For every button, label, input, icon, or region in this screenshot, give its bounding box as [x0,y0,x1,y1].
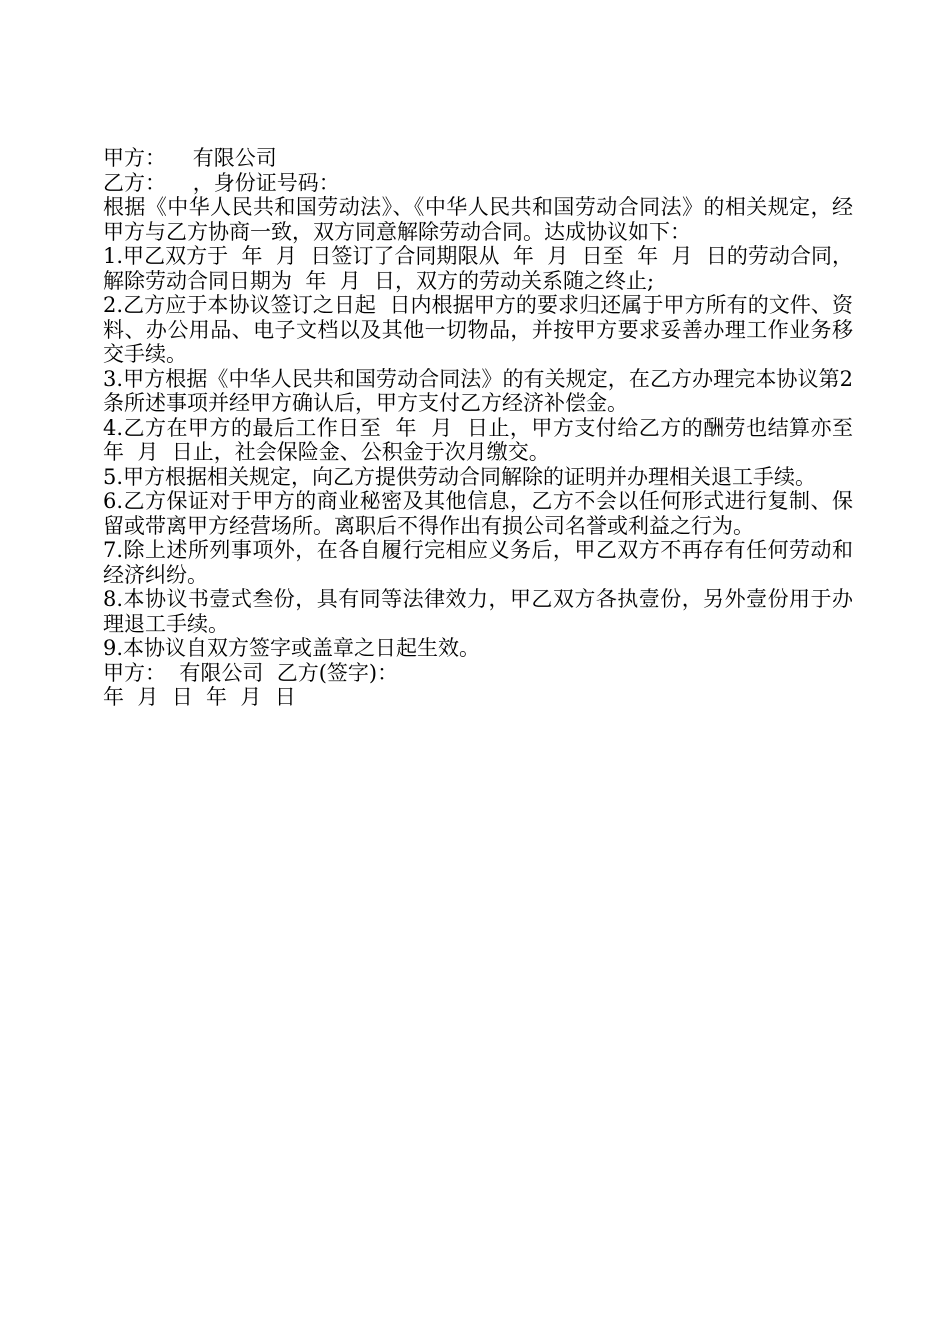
party-a-line: 甲方： 有限公司 [103,146,277,170]
clause-7: 7.除上述所列事项外，在各自履行完相应义务后，甲乙双方不再存有任何劳动和经济纠纷。 [103,538,853,587]
agreement-document [103,146,867,710]
clause-2: 2.乙方应于本协议签订之日起 日内根据甲方的要求归还属于甲方所有的文件、资料、办公用品、电子文档以及其他一切物品，并按甲方要求妥善办理工作业务移交手续。 [103,293,853,366]
clause-8: 8.本协议书壹式叁份，具有同等法律效力，甲乙双方各执壹份，另外壹份用于办理退工手续。 [103,587,853,636]
clause-4: 4.乙方在甲方的最后工作日至 年 月 日止，甲方支付给乙方的酬劳也结算亦至 年 月 日止，社会保险金、公积金于次月缴交。 [103,415,867,464]
date-line: 年 月 日 年 月 日 [103,685,296,709]
clause-5: 5.甲方根据相关规定，向乙方提供劳动合同解除的证明并办理相关退工手续。 [103,464,817,489]
party-b-line: 乙方： ，身份证号码： [103,170,340,195]
signature-line: 甲方： 有限公司 乙方(签字)： [103,660,399,685]
clause-1: 1.甲乙双方于 年 月 日签订了合同期限从 年 月 日至 年 月 日的劳动合同，解除劳动合同日期为 年 月 日，双方的劳动关系随之终止; [103,244,853,293]
clause-6: 6.乙方保证对于甲方的商业秘密及其他信息，乙方不会以任何形式进行复制、保留或带离甲方经营场所。离职后不得作出有损公司名誉或利益之行为。 [103,489,853,538]
intro-paragraph: 根据《中华人民共和国劳动法》、《中华人民共和国劳动合同法》的相关规定，经甲方与乙方协商一致，双方同意解除劳动合同。达成协议如下： [103,195,853,244]
clause-9: 9.本协议自双方签字或盖章之日起生效。 [103,636,481,660]
clause-3: 3.甲方根据《中华人民共和国劳动合同法》的有关规定，在乙方办理完本协议第2条所述事项并经甲方确认后，甲方支付乙方经济补偿金。 [103,366,853,415]
